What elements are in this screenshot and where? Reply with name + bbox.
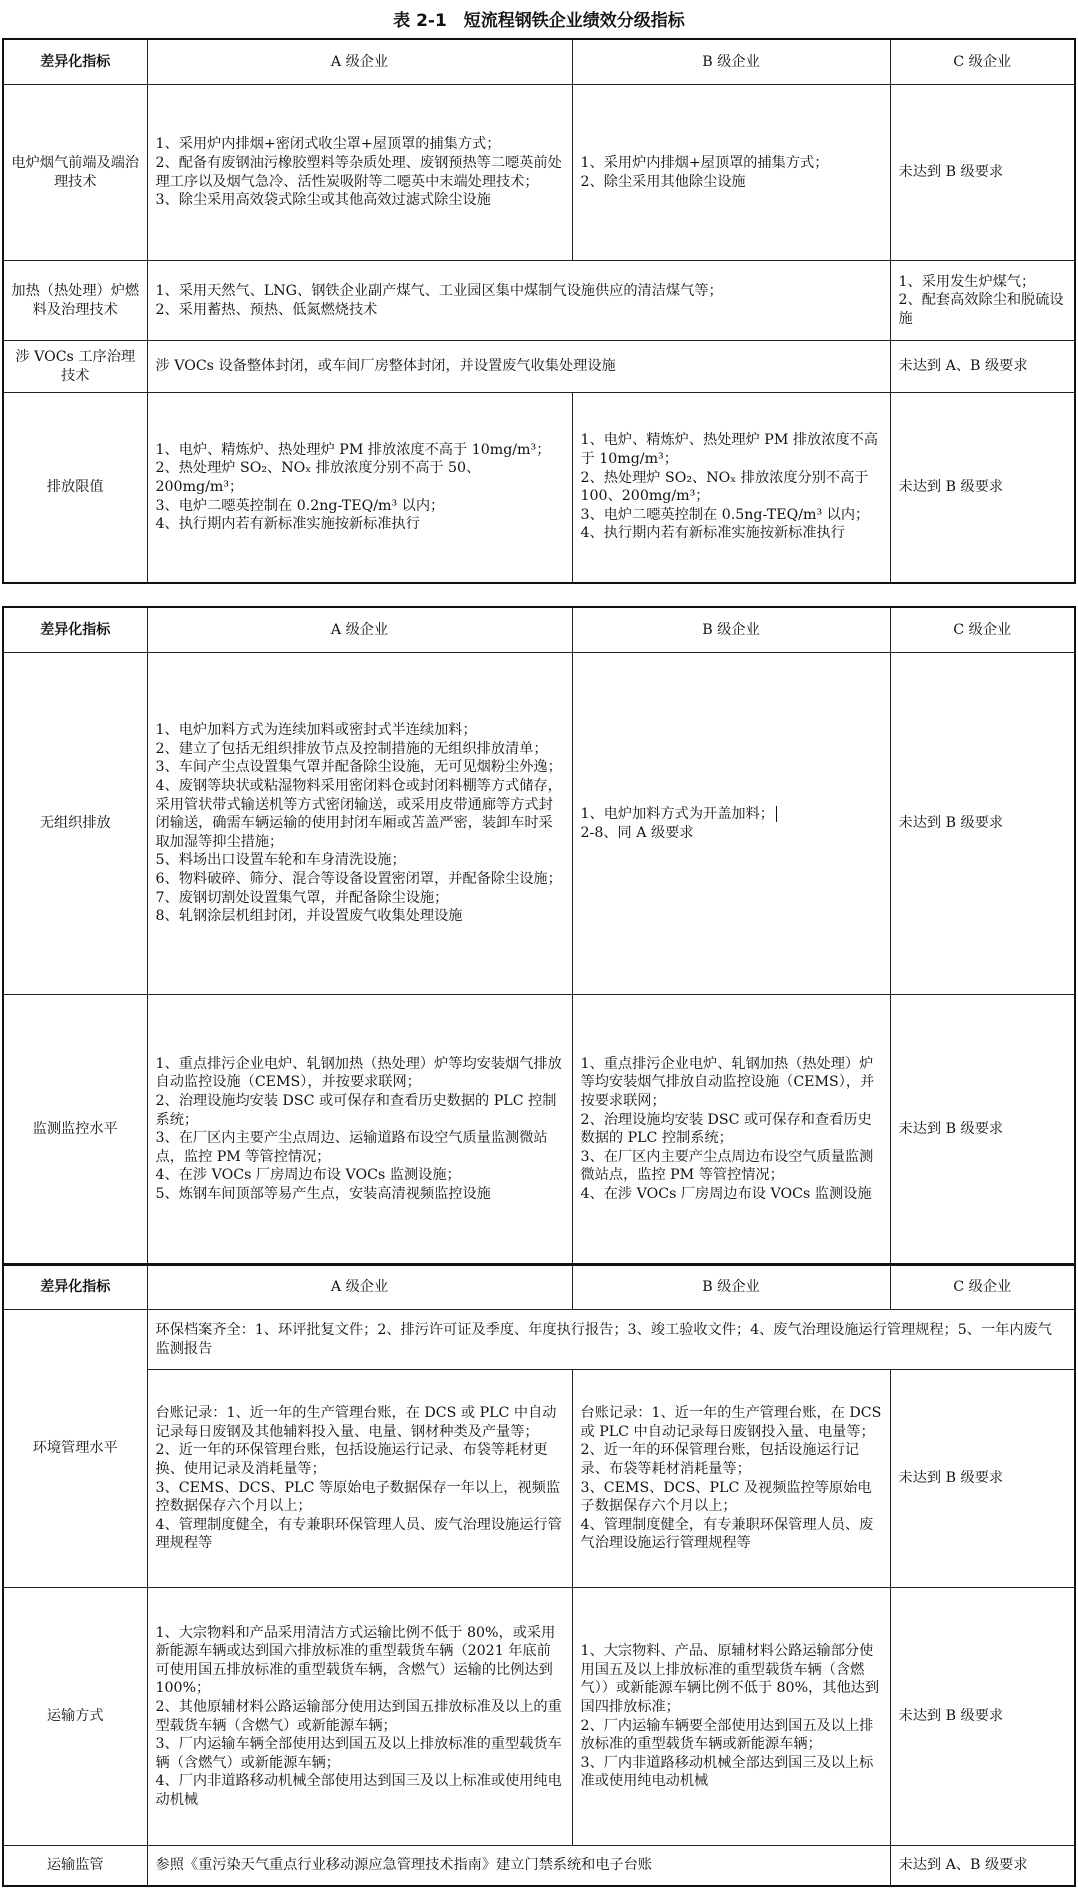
header-a: A 级企业 [147, 39, 572, 85]
header-indicator: 差异化指标 [3, 39, 147, 85]
b-cell: 1、电炉、精炼炉、热处理炉 PM 排放浓度不高于 10mg/m³； 2、热处理炉 SO₂、NOₓ 排放浓度分别不高于 100、200mg/m³； 3、电炉二噁英控制在 0.5ng-TEQ/m³ 以内； 4、执行期内若有新标准实施按新标准执行 [572, 393, 890, 583]
c-cell: 未达到 A、B 级要求 [890, 341, 1075, 393]
table-row [3, 393, 1075, 583]
table-row [3, 261, 1075, 341]
indicator-name: 排放限值 [3, 393, 147, 583]
b-cell: 1、大宗物料、产品、原辅材料公路运输部分使用国五及以上排放标准的重型载货车辆（含燃气））或新能源车辆比例不低于 80%，其他达到国四排放标准； 2、厂内运输车辆要全部使用达到国五及以上排放标准的重型载货车辆或新能源车辆； 3、厂内非道路移动机械全部达到国三及以上标准或使用纯电动机械 [572, 1588, 890, 1846]
header-row [3, 607, 1075, 653]
header-a: A 级企业 [147, 1264, 572, 1310]
indicator-name: 环境管理水平 [3, 1310, 147, 1588]
a-cell: 1、大宗物料和产品采用清洁方式运输比例不低于 80%，或采用新能源车辆或达到国六排放标准的重型载货车辆（2021 年底前可使用国五排放标准的重型载货车辆，含燃气）运输的比例达到 100%； 2、其他原辅材料公路运输部分使用达到国五排放标准及以上的重型载货车辆（含燃气）或新能源车辆； 3、厂内运输车辆全部使用达到国五及以上排放标准的重型载货车辆（含燃气）或新能源车辆； 4、厂内非道路移动机械全部使用达到国三及以上标准或使用纯电动机械 [147, 1588, 572, 1846]
c-cell: 未达到 B 级要求 [890, 85, 1075, 261]
c-cell: 未达到 B 级要求 [890, 1370, 1075, 1588]
ab-cell: 1、采用天然气、LNG、钢铁企业副产煤气、工业园区集中煤制气设施供应的清洁煤气等； 2、采用蓄热、预热、低氮燃烧技术 [147, 261, 890, 341]
a-cell: 台账记录：1、近一年的生产管理台账，在 DCS 或 PLC 中自动记录每日废钢及其他辅料投入量、电量、钢材种类及产量等； 2、近一年的环保管理台账，包括设施运行记录、布袋等耗材更换、使用记录及消耗量等； 3、CEMS、DCS、PLC 等原始电子数据保存一年以上，视频监控数据保存六个月以上； 4、管理制度健全，有专兼职环保管理人员、废气治理设施运行管理规程等 [147, 1370, 572, 1588]
header-b: B 级企业 [572, 39, 890, 85]
indicator-table-part2 [2, 606, 1076, 1266]
header-indicator: 差异化指标 [3, 1264, 147, 1310]
indicator-name: 监测监控水平 [3, 995, 147, 1265]
a-cell: 1、采用炉内排烟+密闭式收尘罩+屋顶罩的捕集方式； 2、配备有废钢油污橡胶塑料等杂质处理、废钢预热等二噁英前处理工序以及烟气急冷、活性炭吸附等二噁英中末端处理技术； 3、除尘采用高效袋式除尘或其他高效过滤式除尘设施 [147, 85, 572, 261]
text-cursor [776, 806, 777, 822]
b-cell: 台账记录：1、近一年的生产管理台账，在 DCS 或 PLC 中自动记录每日废钢投入量、电量等； 2、近一年的环保管理台账，包括设施运行记录、布袋等耗材消耗量等； 3、CEMS、DCS、PLC 及视频监控等原始电子数据保存六个月以上； 4、管理制度健全，有专兼职环保管理人员、废气治理设施运行管理规程等 [572, 1370, 890, 1588]
indicator-name: 涉 VOCs 工序治理技术 [3, 341, 147, 393]
a-cell: 1、重点排污企业电炉、轧钢加热（热处理）炉等均安装烟气排放自动监控设施（CEMS），并按要求联网； 2、治理设施均安装 DSC 或可保存和查看历史数据的 PLC 控制系统； 3、在厂区内主要产尘点周边、运输道路布设空气质量监测微站点，监控 PM 等管控情况； 4、在涉 VOCs 厂房周边布设 VOCs 监测设施； 5、炼钢车间顶部等易产生点，安装高清视频监控设施 [147, 995, 572, 1265]
table-row [3, 1588, 1075, 1846]
header-c: C 级企业 [890, 1264, 1075, 1310]
table-row [3, 1310, 1075, 1370]
c-cell: 未达到 B 级要求 [890, 653, 1075, 995]
table-row [3, 85, 1075, 261]
header-b: B 级企业 [572, 1264, 890, 1310]
c-cell: 未达到 B 级要求 [890, 995, 1075, 1265]
a-cell: 1、电炉、精炼炉、热处理炉 PM 排放浓度不高于 10mg/m³； 2、热处理炉 SO₂、NOₓ 排放浓度分别不高于 50、200mg/m³； 3、电炉二噁英控制在 0.2ng-TEQ/m³ 以内； 4、执行期内若有新标准实施按新标准执行 [147, 393, 572, 583]
header-c: C 级企业 [890, 607, 1075, 653]
header-row [3, 39, 1075, 85]
table-row [3, 1370, 1075, 1588]
b-cell: 1、电炉加料方式为开盖加料； 2-8、同 A 级要求 [572, 653, 890, 995]
ab-cell: 参照《重污染天气重点行业移动源应急管理技术指南》建立门禁系统和电子台账 [147, 1846, 890, 1886]
table-row [3, 653, 1075, 995]
indicator-table-part3 [2, 1263, 1076, 1887]
table-title: 表 2-1 短流程钢铁企业绩效分级指标 [393, 11, 685, 31]
indicator-name: 无组织排放 [3, 653, 147, 995]
header-indicator: 差异化指标 [3, 607, 147, 653]
c-cell: 未达到 B 级要求 [890, 1588, 1075, 1846]
table-row [3, 995, 1075, 1265]
table-row [3, 1846, 1075, 1886]
header-b: B 级企业 [572, 607, 890, 653]
indicator-name: 电炉烟气前端及端治理技术 [3, 85, 147, 261]
b-cell: 1、采用炉内排烟+屋顶罩的捕集方式； 2、除尘采用其他除尘设施 [572, 85, 890, 261]
indicator-name: 运输监管 [3, 1846, 147, 1886]
c-cell: 未达到 A、B 级要求 [890, 1846, 1075, 1886]
b-cell: 1、重点排污企业电炉、轧钢加热（热处理）炉等均安装烟气排放自动监控设施（CEMS），并按要求联网； 2、治理设施均安装 DSC 或可保存和查看历史数据的 PLC 控制系统； 3、在厂区内主要产尘点周边布设空气质量监测微站点，监控 PM 等管控情况； 4、在涉 VOCs 厂房周边布设 VOCs 监测设施 [572, 995, 890, 1265]
c-cell: 未达到 B 级要求 [890, 393, 1075, 583]
c-cell: 1、采用发生炉煤气； 2、配套高效除尘和脱硫设施 [890, 261, 1075, 341]
a-cell: 1、电炉加料方式为连续加料或密封式半连续加料； 2、建立了包括无组织排放节点及控制措施的无组织排放清单； 3、车间产尘点设置集气罩并配备除尘设施，无可见烟粉尘外逸； 4、废钢等块状或粘湿物料采用密闭料仓或封闭料棚等方式储存，采用管状带式输送机等方式密闭输送，或采用皮带通廊等方式封闭输送，确需车辆运输的使用封闭车厢或苫盖严密，装卸车时采取加湿等抑尘措施； 5、料场出口设置车轮和车身清洗设施； 6、物料破碎、筛分、混合等设备设置密闭罩，并配备除尘设施； 7、废钢切割处设置集气罩，并配备除尘设施； 8、轧钢涂层机组封闭，并设置废气收集处理设施 [147, 653, 572, 995]
table-row [3, 341, 1075, 393]
header-a: A 级企业 [147, 607, 572, 653]
header-c: C 级企业 [890, 39, 1075, 85]
indicator-name: 加热（热处理）炉燃料及治理技术 [3, 261, 147, 341]
header-row [3, 1264, 1075, 1310]
indicator-name: 运输方式 [3, 1588, 147, 1846]
indicator-table-part1 [2, 38, 1076, 584]
ab-cell: 涉 VOCs 设备整体封闭，或车间厂房整体封闭，并设置废气收集处理设施 [147, 341, 890, 393]
files-cell: 环保档案齐全：1、环评批复文件；2、排污许可证及季度、年度执行报告；3、竣工验收文件；4、废气治理设施运行管理规程；5、一年内废气监测报告 [147, 1310, 1075, 1370]
